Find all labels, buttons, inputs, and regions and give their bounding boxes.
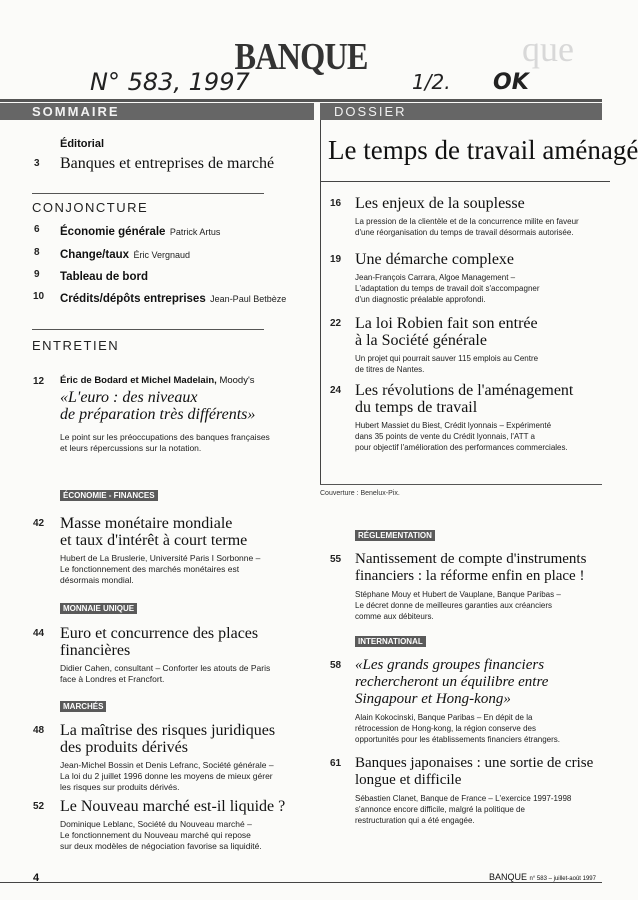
article-page: 58: [330, 660, 342, 671]
article-page: 44: [33, 628, 45, 639]
conjoncture-page: 10: [33, 291, 45, 302]
article-page: 22: [330, 318, 342, 329]
article-page: 16: [330, 198, 342, 209]
article-page: 55: [330, 554, 342, 565]
cover-credit: Couverture : Benelux-Pix.: [320, 490, 400, 497]
article-summary: [355, 420, 568, 453]
article-page: 61: [330, 758, 342, 769]
article-title-line: Les révolutions de l'aménagement: [355, 382, 574, 399]
article-title[interactable]: [355, 251, 514, 268]
article-summary-line: sur deux modèles de négociation favorise sa liquidité.: [60, 841, 262, 851]
article-summary: [355, 272, 540, 305]
article-summary: [60, 760, 274, 793]
article-title-line: La maîtrise des risques juridiques: [60, 722, 276, 739]
article-summary-line: Alain Kokocinski, Banque Paribas – En dépit de la: [355, 713, 533, 722]
article-title-line: et taux d'intérêt à court terme: [60, 532, 248, 549]
conjoncture-item-author: Patrick Artus: [169, 227, 221, 237]
article-summary: [355, 712, 560, 745]
article-title[interactable]: [60, 722, 275, 756]
entretien-title[interactable]: [60, 389, 255, 423]
article-summary: [355, 793, 571, 826]
conjoncture-item[interactable]: [60, 245, 190, 263]
article-title[interactable]: [355, 382, 573, 416]
article-summary-line: Le fonctionnement du Nouveau marché qui repose: [60, 830, 251, 840]
article-title-line: Banques japonaises : une sortie de crise: [355, 755, 594, 771]
footer-journal: [489, 872, 596, 882]
editorial-page: 3: [34, 158, 40, 169]
article-title-line: Masse monétaire mondiale: [60, 515, 233, 532]
footer-journal-name: BANQUE: [489, 872, 528, 882]
article-page: 42: [33, 518, 45, 529]
section-tag: MONNAIE UNIQUE: [60, 603, 137, 614]
article-summary-line: désormais mondial.: [60, 575, 134, 585]
conjoncture-page: 8: [34, 247, 40, 258]
conjoncture-page: 9: [34, 269, 40, 280]
entretien-title-line: «L'euro : des niveaux: [60, 389, 198, 406]
editorial-title[interactable]: Banques et entreprises de marché: [60, 155, 275, 172]
article-title-line: des produits dérivés: [60, 739, 188, 756]
article-summary-line: Dominique Leblanc, Société du Nouveau marché –: [60, 819, 252, 829]
article-summary-line: comme aux débiteurs.: [355, 612, 434, 621]
article-title-line: «Les grands groupes financiers: [355, 657, 545, 673]
article-summary-line: d'une réorganisation du temps de travail désormais autorisée.: [355, 228, 574, 237]
article-summary-line: de titres de Nantes.: [355, 365, 425, 374]
section-tag: ÉCONOMIE - FINANCES: [60, 490, 158, 501]
entretien-org: Moody's: [219, 375, 255, 386]
article-title-line: Les enjeux de la souplesse: [355, 195, 525, 212]
article-title-line: Nantissement de compte d'instruments: [355, 551, 587, 567]
article-summary-line: Jean-Michel Bossin et Denis Lefranc, Société générale –: [60, 760, 274, 770]
section-tag: RÉGLEMENTATION: [355, 530, 435, 541]
article-summary-line: Jean-François Carrara, Algoe Management –: [355, 273, 516, 282]
section-rule: [32, 329, 264, 330]
article-title-line: financiers : la réforme enfin en place !: [355, 568, 585, 584]
footer-rule: [0, 882, 602, 883]
article-title-line: à la Société générale: [355, 332, 487, 349]
handwritten-issue-number: N° 583, 1997: [90, 68, 250, 96]
handwritten-part: 1/2.: [412, 70, 451, 94]
article-title-line: longue et difficile: [355, 772, 462, 788]
article-title-line: Une démarche complexe: [355, 251, 515, 268]
article-summary-line: les risques sur produits dérivés.: [60, 782, 180, 792]
article-summary-line: Hubert de La Bruslerie, Université Paris I Sorbonne –: [60, 553, 261, 563]
entretien-summary-line: et leurs répercussions sur la notation.: [60, 443, 202, 453]
article-summary-line: pour objectif l'amélioration des performances commerciales.: [355, 443, 568, 452]
article-summary-line: restructuration qui a été engagée.: [355, 816, 475, 825]
article-page: 52: [33, 801, 45, 812]
masthead-ghost-text: que: [522, 29, 574, 69]
article-summary: [355, 589, 561, 622]
section-tag: MARCHÉS: [60, 701, 106, 712]
article-title[interactable]: [355, 315, 538, 349]
article-title[interactable]: [355, 755, 593, 789]
article-title[interactable]: [60, 625, 258, 659]
article-summary-line: s'annonce encore difficile, malgré la politique de: [355, 805, 525, 814]
entretien-summary-line: Le point sur les préoccupations des banques françaises: [60, 432, 270, 442]
article-summary-line: rétrocession de Hong-kong, la région conserve des: [355, 724, 536, 733]
article-summary-line: Sébastien Clanet, Banque de France – L'exercice 1997-1998: [355, 794, 572, 803]
article-summary: [60, 553, 260, 586]
article-summary: [60, 819, 262, 852]
conjoncture-item-author: Jean-Paul Betbèze: [210, 294, 287, 304]
conjoncture-item-title: Crédits/dépôts entreprises: [60, 293, 206, 305]
sommaire-band: SOMMAIRE: [0, 103, 314, 120]
article-summary-line: Le décret donne de meilleures garanties aux créanciers: [355, 601, 553, 610]
article-summary-line: Le fonctionnement des marchés monétaires est: [60, 564, 240, 574]
article-summary: [355, 353, 538, 375]
masthead-title: BANQUE: [234, 36, 368, 78]
dossier-band: DOSSIER: [320, 103, 602, 120]
conjoncture-item-author: Éric Vergnaud: [133, 250, 191, 260]
entretien-summary: [60, 432, 270, 454]
conjoncture-item[interactable]: [60, 289, 286, 307]
article-page: 24: [330, 385, 342, 396]
section-tag: INTERNATIONAL: [355, 636, 426, 647]
editorial-label: Éditorial: [60, 138, 105, 150]
article-title[interactable]: [60, 798, 285, 815]
dossier-vertical-rule: [320, 120, 321, 484]
entretien-title-line: de préparation très différents»: [60, 406, 256, 423]
conjoncture-page: 6: [34, 224, 40, 235]
article-title-line: du temps de travail: [355, 399, 478, 416]
article-summary-line: opportunités pour les établissements financiers étrangers.: [355, 735, 560, 744]
article-title-line: rechercheront un équilibre entre: [355, 674, 549, 690]
top-divider: [0, 99, 602, 102]
article-title[interactable]: [355, 195, 525, 212]
conjoncture-item[interactable]: [60, 267, 148, 285]
entretien-names: Éric de Bodard et Michel Madelain,: [60, 375, 217, 386]
entretien-heading: ENTRETIEN: [32, 338, 120, 353]
conjoncture-item-title: Tableau de bord: [60, 271, 148, 283]
article-summary: [60, 663, 270, 685]
conjoncture-item-title: Change/taux: [60, 249, 130, 261]
article-summary-line: Didier Cahen, consultant – Conforter les atouts de Paris: [60, 663, 271, 673]
article-title[interactable]: [355, 657, 548, 708]
dossier-title: Le temps de travail aménagé: [328, 135, 638, 165]
handwritten-ok: OK: [493, 70, 529, 95]
article-summary-line: L'adaptation du temps de travail doit s'accompagner: [355, 284, 540, 293]
conjoncture-item-title: Économie générale: [60, 226, 166, 238]
footer-page-number: 4: [33, 872, 40, 884]
article-summary-line: face à Londres et Francfort.: [60, 674, 165, 684]
article-title-line: La loi Robien fait son entrée: [355, 315, 538, 332]
article-summary-line: d'un diagnostic préalable approfondi.: [355, 295, 486, 304]
article-summary-line: Stéphane Mouy et Hubert de Vauplane, Banque Paribas –: [355, 590, 561, 599]
article-title-line: financières: [60, 642, 131, 659]
article-summary-line: La pression de la clientèle et de la concurrence milite en faveur: [355, 217, 579, 226]
footer-issue: n° 583 – juillet-août 1997: [529, 876, 596, 882]
section-rule: [32, 193, 264, 194]
article-title-line: Le Nouveau marché est-il liquide ?: [60, 798, 286, 815]
conjoncture-item[interactable]: [60, 222, 220, 240]
article-title[interactable]: [355, 551, 586, 585]
article-summary-line: Un projet qui pourrait sauver 115 emplois au Centre: [355, 354, 539, 363]
article-summary-line: dans 35 points de vente du Crédit lyonnais, l'ATT a: [355, 432, 536, 441]
article-page: 48: [33, 725, 45, 736]
article-page: 19: [330, 254, 342, 265]
article-summary-line: Hubert Massiet du Biest, Crédit lyonnais – Expérimenté: [355, 421, 552, 430]
article-summary: [355, 216, 579, 238]
article-title-line: Singapour et Hong-kong»: [355, 691, 511, 707]
article-title-line: Euro et concurrence des places: [60, 625, 259, 642]
article-title[interactable]: [60, 515, 247, 549]
article-summary-line: La loi du 2 juillet 1996 donne les moyens de mieux gérer: [60, 771, 273, 781]
entretien-byline: [60, 375, 255, 386]
entretien-page: 12: [33, 376, 45, 387]
conjoncture-heading: CONJONCTURE: [32, 200, 149, 215]
dossier-bottom-rule: [320, 484, 602, 485]
